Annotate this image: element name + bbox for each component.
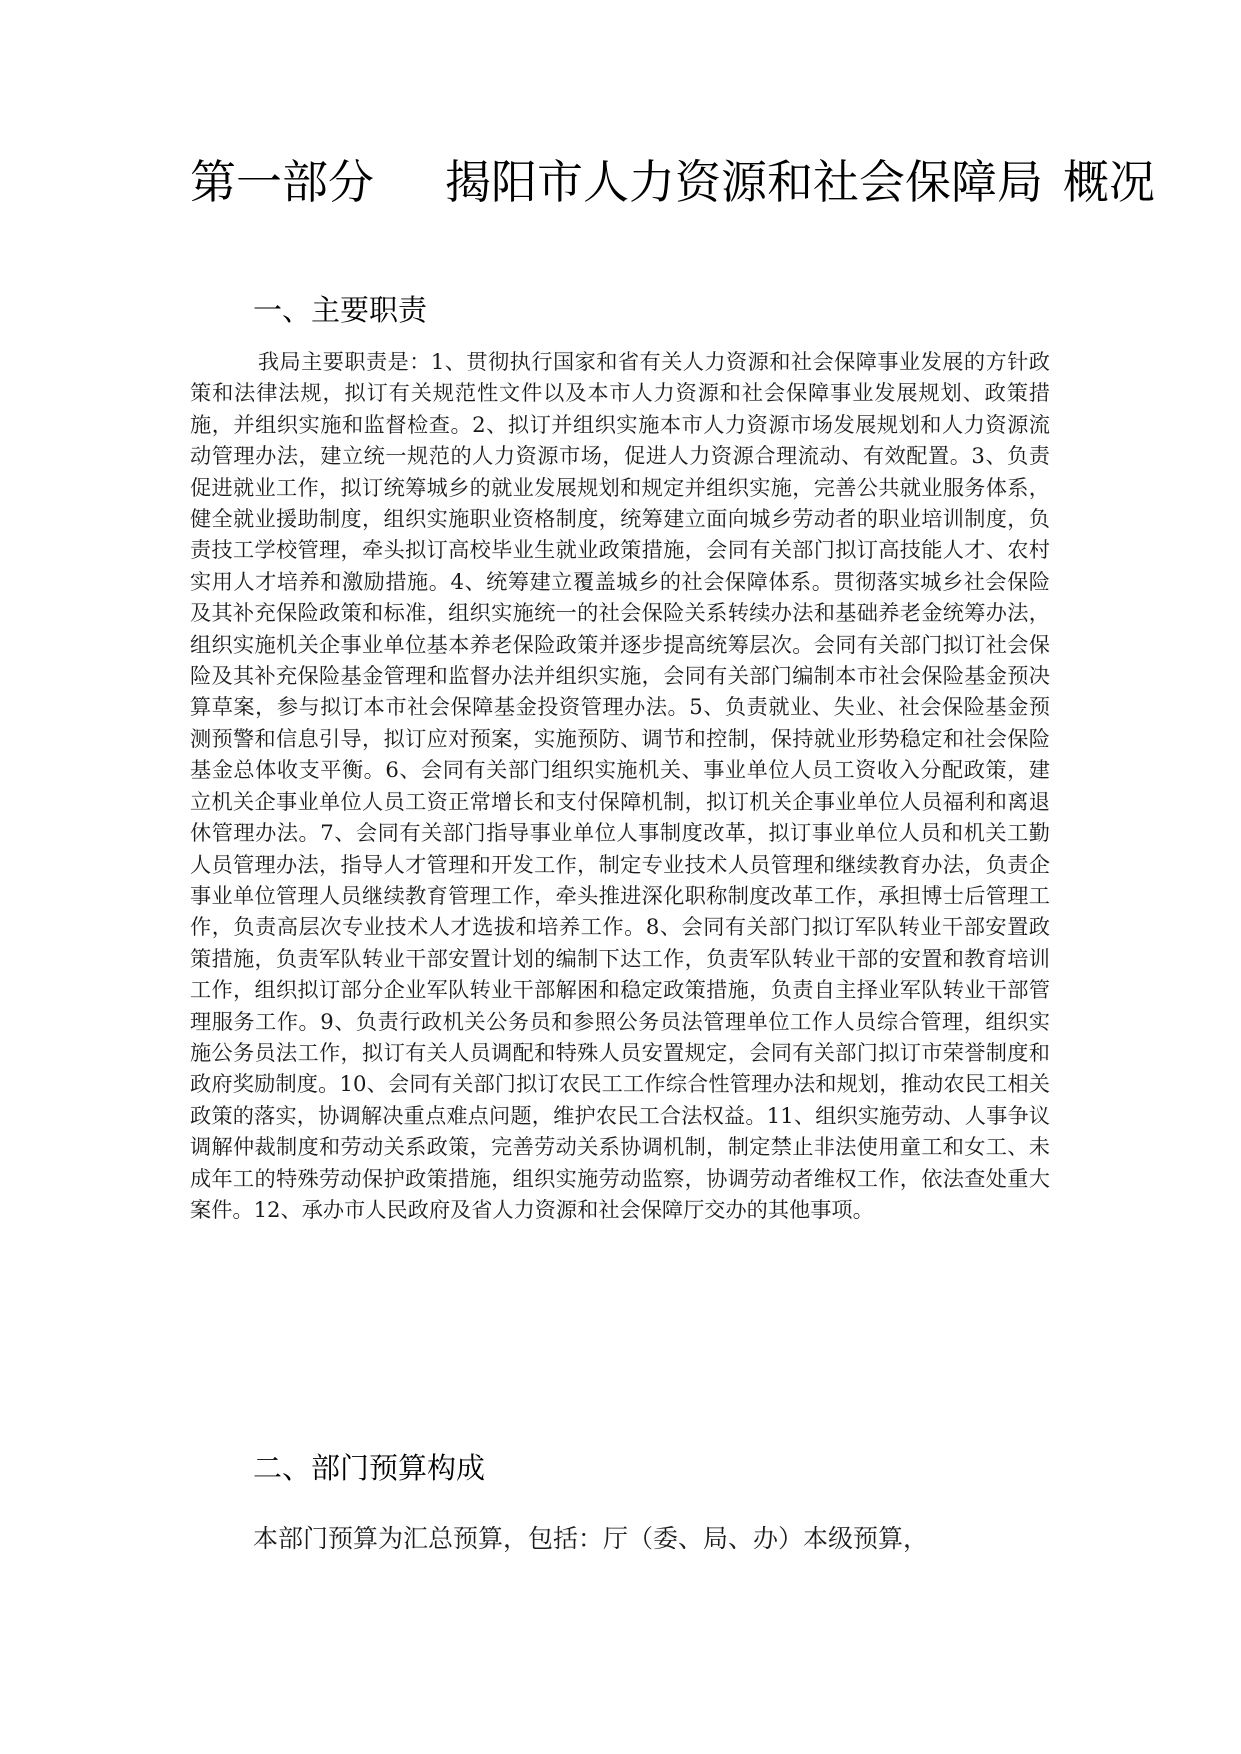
budget-composition-paragraph: 本部门预算为汇总预算，包括：厅（委、局、办）本级预算， [253,1524,929,1553]
main-duties-paragraph: 我局主要职责是：1、贯彻执行国家和省有关人力资源和社会保障事业发展的方针政策和法律法规，拟订有关规范性文件以及本市人力资源和社会保障事业发展规划、政策措施，并组织实施和监督检查。2、拟订并组织实施本市人力资源市场发展规划和人力资源流动管理办法，建立统一规范的人力资源市场，促进人力资源合理流动、有效配置。3、负责促进就业工作，拟订统筹城乡的就业发展规划和规定并组织实施，完善公共就业服务体系，健全就业援助制度，组织实施职业资格制度，统筹建立面向城乡劳动者的职业培训制度，负责技工学校管理，牵头拟订高校毕业生就业政策措施，会同有关部门拟订高技能人才、农村实用人才培养和激励措施。4、统筹建立覆盖城乡的社会保障体系。贯彻落实城乡社会保险及其补充保险政策和标准，组织实施统一的社会保险关系转续办法和基础养老金统筹办法，组织实施机关企事业单位基本养老保险政策并逐步提高统筹层次。会同有关部门拟订社会保险及其补充保险基金管理和监督办法并组织实施，会同有关部门编制本市社会保险基金预决算草案，参与拟订本市社会保障基金投资管理办法。5、负责就业、失业、社会保险基金预测预警和信息引导，拟订应对预案，实施预防、调节和控制，保持就业形势稳定和社会保险基金总体收支平衡。6、会同有关部门组织实施机关、事业单位人员工资收入分配政策，建立机关企事业单位人员工资正常增长和支付保障机制，拟订机关企事业单位人员福利和离退休管理办法。7、会同有关部门指导事业单位人事制度改革，拟订事业单位人员和机关工勤人员管理办法，指导人才管理和开发工作，制定专业技术人员管理和继续教育办法，负责企事业单位管理人员继续教育管理工作，牵头推进深化职称制度改革工作，承担博士后管理工作，负责高层次专业技术人才选拔和培养工作。8、会同有关部门拟订军队转业干部安置政策措施，负责军队转业干部安置计划的编制下达工作，负责军队转业干部的安置和教育培训工作，组织拟订部分企业军队转业干部解困和稳定政策措施，负责自主择业军队转业干部管理服务工作。9、负责行政机关公务员和参照公务员法管理单位工作人员综合管理，组织实施公务员法工作，拟订有关人员调配和特殊人员安置规定，会同有关部门拟订市荣誉制度和政府奖励制度。10、会同有关部门拟订农民工工作综合性管理办法和规划，推动农民工相关政策的落实，协调解决重点难点问题，维护农民工合法权益。11、组织实施劳动、人事争议调解仲裁制度和劳动关系政策，完善劳动关系协调机制，制定禁止非法使用童工和女工、未成年工的特殊劳动保护政策措施，组织实施劳动监察，协调劳动者维权工作，依法查处重大案件。12、承办市人民政府及省人力资源和社会保障厅交办的其他事项。 [190,349,1050,1222]
section-heading-budget-composition: 二、部门预算构成 [253,1451,486,1485]
title-part-label: 第一部分 [190,155,374,209]
title-organization-name: 揭阳市人力资源和社会保障局 [445,155,1043,209]
title-suffix: 概况 [1063,155,1155,209]
section-heading-main-duties: 一、主要职责 [253,293,428,327]
page-title [190,152,1155,212]
